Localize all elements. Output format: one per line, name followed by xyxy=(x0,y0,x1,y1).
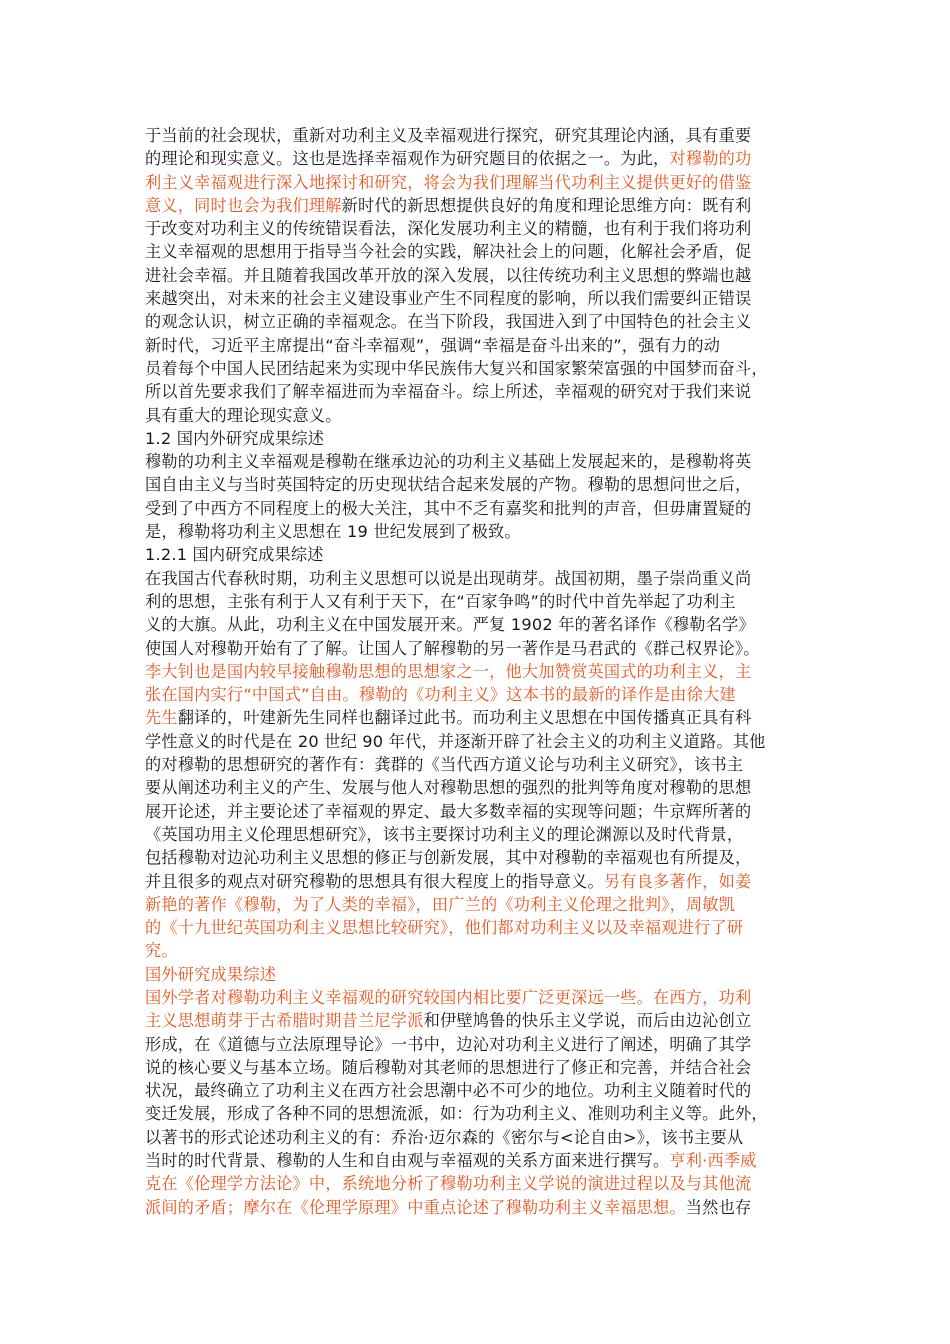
body-text: 当时的时代背景、穆勒的人生和自由观与幸福观的关系方面来进行撰写。 xyxy=(145,1151,670,1171)
highlighted-text: 国外学者对穆勒功利主义幸福观的研究较国内相比要广泛更深远一些。在西方，功利 xyxy=(145,987,752,1007)
body-text: 包括穆勒对边沁功利主义思想的修正与创新发展，其中对穆勒的幸福观也有所提及， xyxy=(145,848,752,868)
body-text: 和伊壁鸠鲁的快乐主义学说，而后由边沁创立 xyxy=(423,1011,752,1031)
text-line xyxy=(145,264,805,287)
body-text: 于改变对功利主义的传统错误看法，深化发展功利主义的精髓，也有利于我们将功利 xyxy=(145,219,752,239)
body-text: 并且很多的观点对研究穆勒的思想具有很大程度上的指导意义。 xyxy=(145,871,604,891)
text-line xyxy=(145,1102,805,1125)
domestic-paragraph xyxy=(145,567,805,963)
body-text: 当然也存 xyxy=(685,1197,752,1217)
text-line xyxy=(145,1149,805,1172)
body-text: 变迁发展，形成了各种不同的思想流派，如：行为功利主义、准则功利主义等。此外， xyxy=(145,1104,768,1124)
highlighted-text: 利主义幸福观进行深入地探讨和研究，将会为我们理解当代功利主义提供更好的借鉴 xyxy=(145,172,752,192)
body-text: 新时代的新思想提供良好的角度和理论思维方向：既有利 xyxy=(341,195,752,215)
text-line xyxy=(145,520,805,543)
body-text: 新时代，习近平主席提出“奋斗幸福观”，强调“幸福是奋斗出来的”，强有力的动 xyxy=(145,335,721,355)
body-text: 具有重大的理论现实意义。 xyxy=(145,405,342,425)
body-text: 使国人对穆勒开始有了了解。让国人了解穆勒的另一著作是马君武的《群己权界论》。 xyxy=(145,638,760,658)
body-text: 说的核心要义与基本立场。随后穆勒对其老师的思想进行了修正和完善，并结合社会 xyxy=(145,1057,752,1077)
text-line xyxy=(145,683,805,706)
text-line xyxy=(145,543,805,566)
body-text: 1.2 国内外研究成果综述 xyxy=(145,428,325,448)
body-text: 形成，在《道德与立法原理导论》一书中，边沁对功利主义进行了阐述，明确了其学 xyxy=(145,1034,752,1054)
body-text: 国自由主义与当时英国特定的历史现状结合起来发展的产物。穆勒的思想问世之后， xyxy=(145,475,752,495)
text-line xyxy=(145,963,805,986)
text-line xyxy=(145,567,805,590)
text-line xyxy=(145,1079,805,1102)
text-line xyxy=(145,939,805,962)
highlighted-text: 的《十九世纪英国功利主义思想比较研究》，他们都对功利主义以及幸福观进行了研 xyxy=(145,918,744,938)
highlighted-text: 李大钊也是国内较早接触穆勒思想的思想家之一，他大加赞赏英国式的功利主义，主 xyxy=(145,661,752,681)
highlighted-text: 张在国内实行“中国式”自由。穆勒的《功利主义》这本书的最新的译作是由徐大建 xyxy=(145,685,736,705)
body-text: 要从阐述功利主义的产生、发展与他人对穆勒思想的强烈的批判等角度对穆勒的思想 xyxy=(145,778,752,798)
highlighted-text: 对穆勒的功 xyxy=(669,149,752,169)
body-text: 利的思想，主张有利于人又有利于天下，在“百家争鸣”的时代中首先举起了功利主 xyxy=(145,591,736,611)
text-line xyxy=(145,1056,805,1079)
body-text: 状况，最终确立了功利主义在西方社会思潮中必不可少的地位。功利主义随着时代的 xyxy=(145,1081,752,1101)
foreign-paragraph xyxy=(145,986,805,1219)
text-line xyxy=(145,1126,805,1149)
body-text: 义的大旗。从此，功利主义在中国发展开来。严复 1902 年的著名译作《穆勒名学》 xyxy=(145,615,755,635)
text-line xyxy=(145,217,805,240)
body-text: 的理论和现实意义。这也是选择幸福观作为研究题目的依据之一。为此， xyxy=(145,149,670,169)
body-text: 受到了中西方不同程度上的极大关注，其中不乏有嘉奖和批判的声音，但毋庸置疑的 xyxy=(145,498,752,518)
text-line xyxy=(145,730,805,753)
overview-paragraph xyxy=(145,450,805,543)
body-text: 在我国古代春秋时期，功利主义思想可以说是出现萌芽。战国初期，墨子崇尚重义尚 xyxy=(145,568,752,588)
text-line xyxy=(145,753,805,776)
body-text: 的观念认识，树立正确的幸福观念。在当下阶段，我国进入到了中国特色的社会主义 xyxy=(145,312,752,332)
body-text: 以著书的形式论述功利主义的有：乔治·迈尔森的《密尔与<论自由>》，该书主要从 xyxy=(145,1127,744,1147)
text-line xyxy=(145,986,805,1009)
text-line xyxy=(145,706,805,729)
highlighted-text: 新艳的著作《穆勒，为了人类的幸福》，田广兰的《功利主义伦理之批判》，周敏凯 xyxy=(145,894,736,914)
text-line xyxy=(145,1172,805,1195)
text-line xyxy=(145,660,805,683)
text-line xyxy=(145,590,805,613)
text-line xyxy=(145,613,805,636)
text-line xyxy=(145,287,805,310)
text-line xyxy=(145,171,805,194)
text-line xyxy=(145,427,805,450)
highlighted-text: 国外研究成果综述 xyxy=(145,964,277,984)
heading-1-2 xyxy=(145,427,805,450)
text-line xyxy=(145,240,805,263)
body-text: 展开论述，并主要论述了幸福观的界定、最大多数幸福的实现等问题；牛京辉所著的 xyxy=(145,801,752,821)
text-line xyxy=(145,637,805,660)
heading-foreign xyxy=(145,963,805,986)
highlighted-text: 意义，同时也会为我们理解 xyxy=(145,195,342,215)
body-text: 进社会幸福。并且随着我国改革开放的深入发展，以往传统功利主义思想的弊端也越 xyxy=(145,265,752,285)
body-text: 《英国功用主义伦理思想研究》，该书主要探讨功利主义的理论渊源以及时代背景， xyxy=(145,824,744,844)
document-page xyxy=(145,124,805,1219)
highlighted-text: 亨利·西季威 xyxy=(669,1151,757,1171)
body-text: 所以首先要求我们了解幸福进而为幸福奋斗。综上所述，幸福观的研究对于我们来说 xyxy=(145,382,752,402)
text-line xyxy=(145,334,805,357)
highlighted-text: 克在《伦理学方法论》中，系统地分析了穆勒功利主义学说的演进过程以及与其他流 xyxy=(145,1174,752,1194)
body-text: 主义幸福观的思想用于指导当今社会的实践，解决社会上的问题，化解社会矛盾，促 xyxy=(145,242,752,262)
intro-paragraph xyxy=(145,124,805,427)
text-line xyxy=(145,473,805,496)
text-line xyxy=(145,357,805,380)
body-text: 员着每个中国人民团结起来为实现中华民族伟大复兴和国家繁荣富强的中国梦而奋斗， xyxy=(145,358,768,378)
text-line xyxy=(145,450,805,473)
text-line xyxy=(145,194,805,217)
text-line xyxy=(145,776,805,799)
text-line xyxy=(145,846,805,869)
body-text: 于当前的社会现状，重新对功利主义及幸福观进行探究，研究其理论内涵，具有重要 xyxy=(145,126,752,145)
highlighted-text: 派间的矛盾；摩尔在《伦理学原理》中重点论述了穆勒功利主义幸福思想。 xyxy=(145,1197,686,1217)
body-text: 的对穆勒的思想研究的著作有：龚群的《当代西方道义论与功利主义研究》，该书主 xyxy=(145,755,744,775)
highlighted-text: 先生 xyxy=(145,708,178,728)
body-text: 1.2.1 国内研究成果综述 xyxy=(145,545,324,565)
body-text: 是，穆勒将功利主义思想在 19 世纪发展到了极致。 xyxy=(145,522,521,542)
text-line xyxy=(145,380,805,403)
text-line xyxy=(145,404,805,427)
text-line xyxy=(145,870,805,893)
text-line xyxy=(145,1196,805,1219)
body-text: 翻译的，叶建新先生同样也翻译过此书。而功利主义思想在中国传播真正具有科 xyxy=(177,708,752,728)
text-line xyxy=(145,1009,805,1032)
text-line xyxy=(145,310,805,333)
text-line xyxy=(145,823,805,846)
body-text: 来越突出，对未来的社会主义建设事业产生不同程度的影响，所以我们需要纠正错误 xyxy=(145,289,752,309)
text-line xyxy=(145,124,805,147)
heading-1-2-1 xyxy=(145,543,805,566)
text-line xyxy=(145,1033,805,1056)
text-line xyxy=(145,147,805,170)
highlighted-text: 另有良多著作，如姜 xyxy=(603,871,752,891)
body-text: 穆勒的功利主义幸福观是穆勒在继承边沁的功利主义基础上发展起来的，是穆勒将英 xyxy=(145,452,752,472)
highlighted-text: 主义思想萌芽于古希腊时期昔兰尼学派 xyxy=(145,1011,424,1031)
body-text: 学性意义的时代是在 20 世纪 90 年代，并逐渐开辟了社会主义的功利主义道路。其他 xyxy=(145,731,766,751)
text-line xyxy=(145,497,805,520)
highlighted-text: 究。 xyxy=(145,941,178,961)
text-line xyxy=(145,800,805,823)
text-line xyxy=(145,916,805,939)
text-line xyxy=(145,893,805,916)
